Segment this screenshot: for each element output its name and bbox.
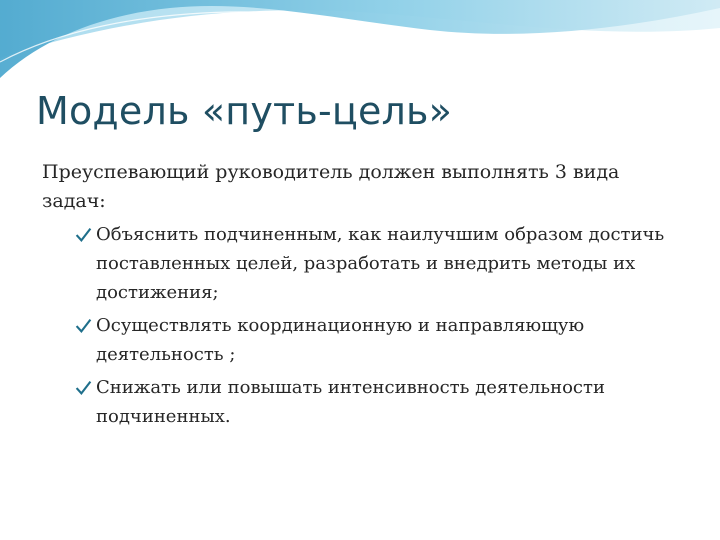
list-item xyxy=(42,373,682,431)
intro-text: Преуспевающий руководитель должен выполнять 3 вида задач: xyxy=(42,161,620,212)
checkmark-icon xyxy=(74,220,92,249)
list-item xyxy=(42,311,682,369)
header-wave-decoration xyxy=(0,0,720,90)
wave-front xyxy=(0,0,720,78)
task-list xyxy=(42,220,682,431)
checkmark-icon xyxy=(74,373,92,402)
slide-title: Модель «путь-цель» xyxy=(36,89,453,133)
list-item xyxy=(42,220,682,307)
checkmark-icon xyxy=(74,311,92,340)
list-item-text: Объяснить подчиненным, как наилучшим образом достичь поставленных целей, разработать и внедрить методы их достижения; xyxy=(96,224,665,303)
list-item-text: Снижать или повышать интенсивность деятельности подчиненных. xyxy=(96,377,605,427)
list-item-text: Осуществлять координационную и направляющую деятельность ; xyxy=(96,315,585,365)
slide-body xyxy=(42,158,682,435)
